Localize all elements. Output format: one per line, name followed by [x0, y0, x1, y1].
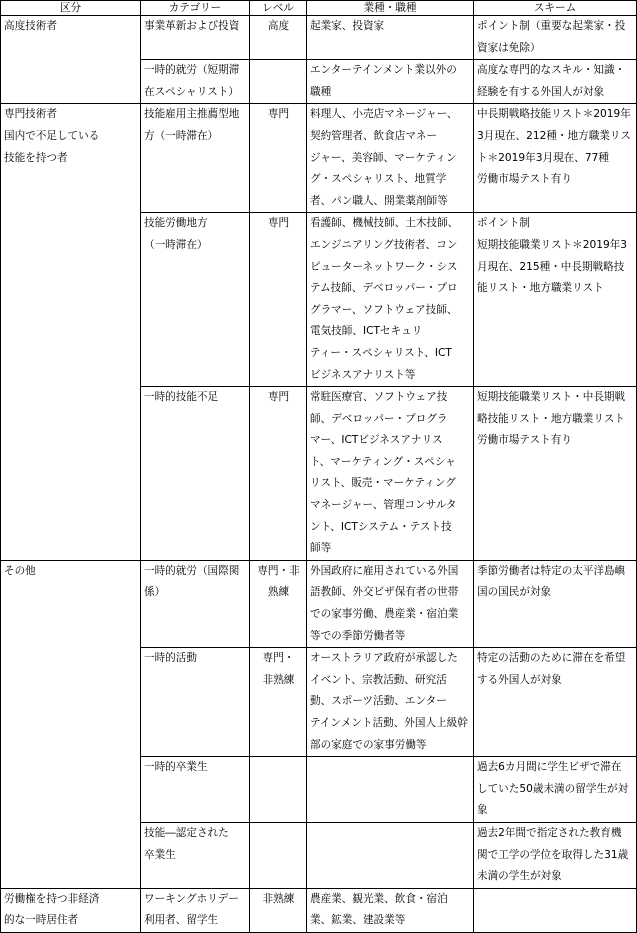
- category-text: 技能雇用主推薦型地 方（一時滞在）: [144, 108, 240, 142]
- category-text: 技能労働地方 （一時滞在）: [144, 217, 208, 251]
- level-cell: [250, 16, 307, 60]
- occupation-cell: [307, 16, 474, 60]
- level-cell: [250, 60, 307, 104]
- category-text: 一時的卒業生: [144, 761, 208, 774]
- level-cell: [250, 104, 307, 213]
- scheme-text: 過去2年間で指定された教育機 関で工学の学位を取得した31歳 未満の学生が対象: [477, 826, 629, 883]
- occupation-text: 起業家、投資家: [310, 20, 385, 32]
- category-text: 一時的就労（国際関 係）: [144, 564, 240, 599]
- level-text: 専門: [267, 391, 290, 404]
- category-cell: [141, 387, 250, 561]
- scheme-cell: [474, 213, 637, 387]
- occupation-cell: [307, 104, 474, 213]
- table-row: [1, 104, 637, 213]
- occupation-cell: [307, 822, 474, 888]
- level-text: 専門・ 非熟練: [262, 652, 295, 686]
- occupation-cell: [307, 560, 474, 647]
- occupation-text: 看護師、機械技師、土木技師、 エンジニアリング技術者、コン ピューターネットワーク・シス テム技師、デベロッパー・プロ グラマー、ソフトウェア技師、 電気技師、ICTセキュリ ティー・スペシャリスト、ICT ビジネスアナリスト等: [310, 217, 459, 381]
- category-text: 一時的就労（短期滞 在スペシャリスト）: [144, 64, 240, 98]
- category-cell: [141, 560, 250, 647]
- level-text: 高度: [267, 20, 290, 32]
- scheme-cell: [474, 387, 637, 561]
- kubun-text: 高度技術者: [4, 20, 57, 32]
- scheme-text: 特定の活動のために滞在を希望 する外国人が対象: [477, 652, 626, 686]
- category-cell: [141, 104, 250, 213]
- scheme-text: 季節労働者は特定の太平洋島嶼 国の国民が対象: [477, 564, 626, 599]
- kubun-text: 労働権を持つ非経済 的な一時居住者: [4, 892, 100, 927]
- occupation-cell: [307, 757, 474, 823]
- occupation-text: 料理人、小売店マネージャー、 契約管理者、飲食店マネー ジャー、美容師、マーケティン グ・スペシャリスト、地質学 者、パン職人、開業薬剤師等: [310, 108, 458, 207]
- scheme-text: 高度な専門的なスキル・知識・ 経験を有する外国人が対象: [477, 64, 626, 98]
- category-text: 一時的技能不足: [144, 391, 219, 404]
- category-cell: [141, 213, 250, 387]
- occupation-text: 常駐医療官、ソフトウェア技 師、デベロッパー・プログラ マー、ICTビジネスアナリス ト、マーケティング・スペシャ リスト、販売・マーケティング マネージャー、管理コンサルタ ント、ICTシステム・テスト技 師等: [310, 391, 457, 555]
- level-text: 非熟練: [262, 892, 295, 905]
- scheme-cell: [474, 16, 637, 60]
- scheme-cell: [474, 60, 637, 104]
- category-cell: [141, 16, 250, 60]
- level-cell: [250, 560, 307, 647]
- scheme-cell: [474, 822, 637, 888]
- scheme-text: ポイント制 短期技能職業リスト＊2019年3 月現在、215種・中長期戦略技 能リスト・地方職業リスト: [477, 217, 628, 295]
- scheme-text: 短期技能職業リスト・中長期戦 略技能リスト・地方職業リスト 労働市場テスト有り: [477, 391, 626, 447]
- category-text: 技能―認定された 卒業生: [144, 826, 229, 861]
- scheme-cell: [474, 757, 637, 823]
- category-cell: [141, 757, 250, 823]
- kubun-cell: [1, 104, 141, 560]
- kubun-cell: [1, 16, 141, 104]
- category-cell: [141, 888, 250, 932]
- occupation-cell: [307, 213, 474, 387]
- kubun-text: 専門技術者 国内で不足している 技能を持つ者: [4, 108, 100, 164]
- scheme-cell: [474, 104, 637, 213]
- occupation-cell: [307, 60, 474, 104]
- kubun-cell: [1, 888, 141, 932]
- scheme-cell: [474, 648, 637, 757]
- level-cell: [250, 888, 307, 932]
- level-text: 専門: [267, 108, 290, 121]
- table-row: [1, 560, 637, 647]
- category-cell: [141, 822, 250, 888]
- header-occupation: 業種・職種: [307, 1, 474, 16]
- category-text: 事業革新および投資: [144, 20, 240, 32]
- scheme-text: 過去6カ月間に学生ビザで滞在 していた50歳未満の留学生が対 象: [477, 761, 629, 817]
- kubun-cell: [1, 560, 141, 888]
- occupation-cell: [307, 387, 474, 561]
- level-text: 専門: [267, 217, 290, 230]
- table-row: [1, 16, 637, 60]
- table-row: [1, 888, 637, 932]
- level-cell: [250, 648, 307, 757]
- occupation-cell: [307, 648, 474, 757]
- header-scheme: スキーム: [474, 1, 637, 16]
- category-cell: [141, 60, 250, 104]
- occupation-text: 外国政府に雇用されている外国 語教師、外交ビザ保有者の世帯 での家事労働、農産業・宿泊業 等での季節労働者等: [310, 564, 459, 642]
- scheme-cell: [474, 888, 637, 932]
- header-level: レベル: [250, 1, 307, 16]
- header-kubun: 区分: [1, 1, 141, 16]
- kubun-text: その他: [4, 564, 36, 577]
- level-text: 専門・非 熟練: [257, 564, 300, 599]
- level-cell: [250, 387, 307, 561]
- level-cell: [250, 213, 307, 387]
- scheme-cell: [474, 560, 637, 647]
- category-cell: [141, 648, 250, 757]
- category-text: 一時的活動: [144, 652, 197, 665]
- category-text: ワーキングホリデー 利用者、留学生: [144, 892, 239, 927]
- occupation-text: エンターテインメント業以外の 職種: [310, 64, 457, 98]
- scheme-text: ポイント制（重要な起業家・投 資家は免除）: [477, 20, 626, 54]
- occupation-text: オーストラリア政府が承認した イベント、宗教活動、研究活 動、スポーツ活動、エンター テインメント活動、外国人上級幹 部の家庭での家事労働等: [310, 652, 468, 751]
- level-cell: [250, 822, 307, 888]
- header-category: カテゴリー: [141, 1, 250, 16]
- occupation-cell: [307, 888, 474, 932]
- occupation-text: 農産業、観光業、飲食・宿泊 業、鉱業、建設業等: [310, 892, 448, 927]
- level-cell: [250, 757, 307, 823]
- scheme-text: 中長期戦略技能リスト＊2019年 3月現在、212種・地方職業リス ト＊2019年3月現在、77種 労働市場テスト有り: [477, 108, 631, 186]
- table-header-row: [1, 1, 637, 16]
